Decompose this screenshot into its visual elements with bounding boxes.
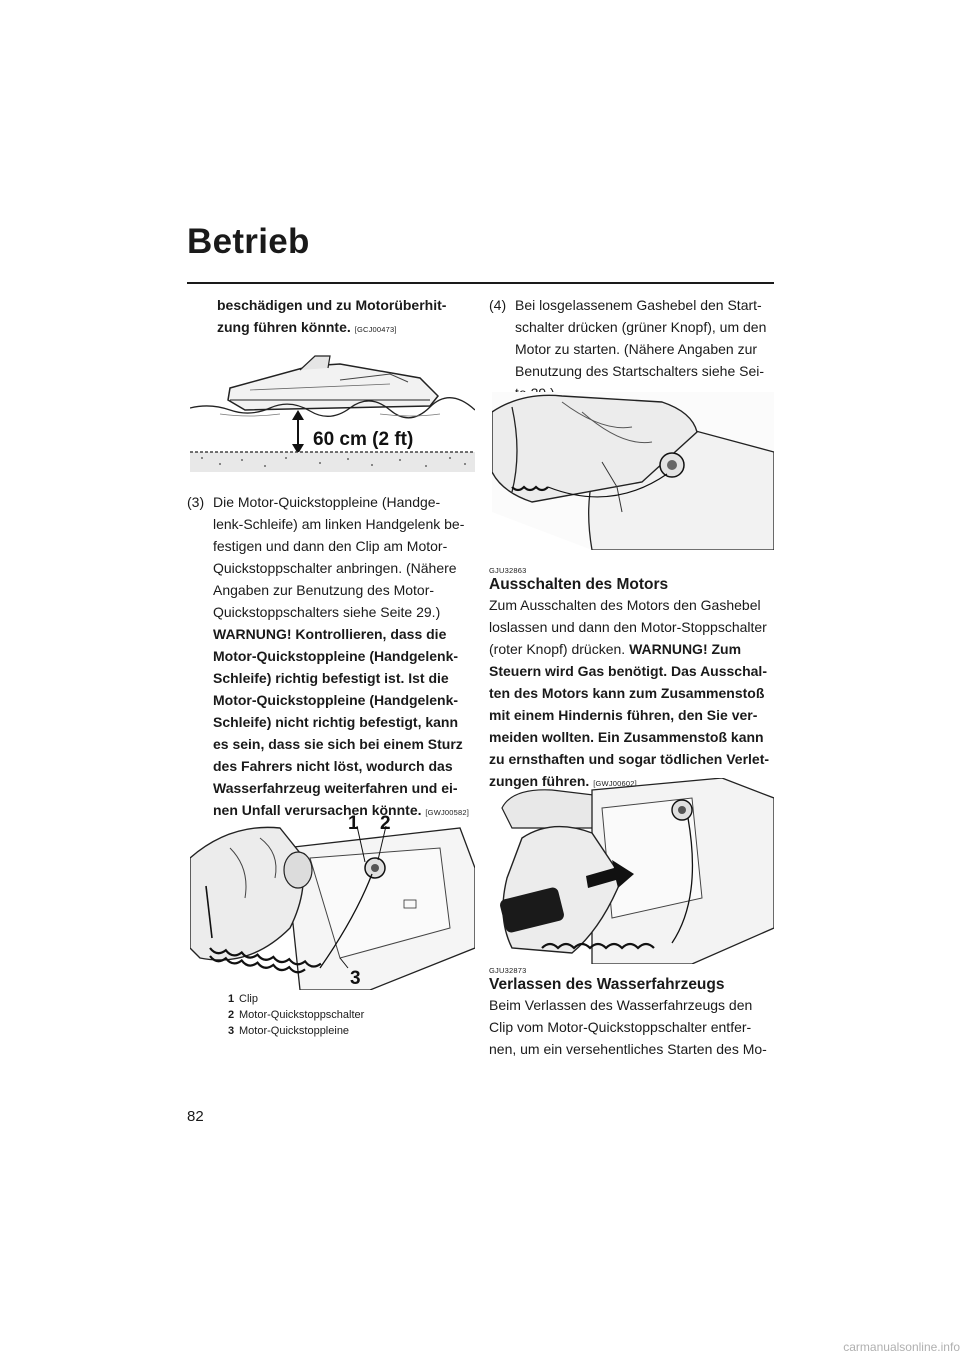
section-code: GJU32873 (489, 966, 527, 975)
callout-1: 1 (348, 813, 359, 834)
step-4 (489, 294, 779, 404)
page-header-title: Betrieb (187, 222, 310, 261)
warning-line: ten des Motors kann zum Zusammenstoß (489, 685, 765, 701)
page-number: 82 (187, 1108, 204, 1125)
legend-key: 2 (228, 1009, 235, 1021)
step-4-line: Bei losgelassenem Gashebel den Start- (515, 297, 762, 313)
figure-legend (228, 991, 364, 1039)
legend-item (228, 991, 364, 1007)
legend-text: Motor-Quickstoppschalter (239, 1009, 365, 1021)
section-code: GJU32863 (489, 566, 527, 575)
step-4-number: (4) (489, 297, 507, 313)
legend-text: Motor-Quickstoppleine (239, 1025, 350, 1037)
warning-line: Motor-Quickstoppleine (Handgelenk- (213, 692, 459, 708)
legend-key: 1 (228, 993, 235, 1005)
warning-line: Steuern wird Gas benötigt. Das Ausschal- (489, 663, 767, 679)
warning-line: des Fahrers nicht löst, wodurch das (213, 758, 453, 774)
warning-start: WARNUNG! Zum (629, 641, 742, 657)
section-line: Clip vom Motor-Quickstoppschalter entfer- (489, 1019, 752, 1035)
step-3-number: (3) (187, 494, 205, 510)
warning-line: nen Unfall verursachen könnte. (213, 802, 422, 818)
step-4-line: schalter drücken (grüner Knopf), um den (515, 319, 767, 335)
warning-code: [GWJ00582] (425, 808, 470, 817)
step-4-line: Motor zu starten. (Nähere Angaben zur (515, 341, 758, 357)
section-line: loslassen und dann den Motor-Stoppschalter (489, 619, 767, 635)
depth-label: 60 cm (2 ft) (313, 429, 414, 450)
step-3-line: Die Motor-Quickstoppleine (Handge- (213, 494, 441, 510)
warning-line: WARNUNG! Kontrollieren, dass die (213, 626, 447, 642)
step-3-line: Angaben zur Benutzung des Motor- (213, 582, 435, 598)
step-3-line: festigen und dann den Clip am Motor- (213, 538, 448, 554)
step-3 (187, 491, 477, 824)
section-leaving (489, 966, 781, 1060)
legend-item (228, 1007, 364, 1023)
figure-lanyard-clip (190, 808, 475, 990)
warning-line: Wasserfahrzeug weiterfahren und ei- (213, 780, 458, 796)
figure-stop-button (492, 778, 774, 964)
step-3-line: Quickstoppschalter anbringen. (Nähere (213, 560, 457, 576)
section-line: Beim Verlassen des Wasserfahrzeugs den (489, 997, 753, 1013)
step-3-warning (213, 623, 469, 824)
figure-start-button (492, 392, 774, 550)
intro-line-1: beschädigen und zu Motorüberhit- (217, 297, 447, 313)
callout-3: 3 (350, 968, 361, 989)
warning-line: zungen führen. (489, 773, 590, 789)
intro-warning-text (217, 294, 477, 341)
section-line: (roter Knopf) drücken. (489, 641, 626, 657)
legend-key: 3 (228, 1025, 235, 1037)
intro-line-2: zung führen könnte. (217, 319, 351, 335)
section-title: Ausschalten des Motors (489, 576, 669, 593)
warning-code: [GWJ00602] (593, 779, 637, 788)
section-line: Zum Ausschalten des Motors den Gashebel (489, 597, 761, 613)
header-rule (187, 282, 774, 284)
intro-code: [GCJ00473] (354, 325, 397, 334)
warning-line: Schleife) nicht richtig befestigt, kann (213, 714, 459, 730)
legend-text: Clip (239, 993, 258, 1005)
warning-line: zu ernsthaften und sogar tödlichen Verlet- (489, 751, 770, 767)
warning-line: meiden wollten. Ein Zusammenstoß kann (489, 729, 764, 745)
warning-line: mit einem Hindernis führen, den Sie ver- (489, 707, 758, 723)
step-3-line: Quickstoppschalters siehe Seite 29.) (213, 604, 441, 620)
section-title: Verlassen des Wasserfahrzeugs (489, 976, 725, 993)
callout-2: 2 (380, 813, 391, 834)
footer-brand[interactable]: carmanualsonline.info (843, 1340, 960, 1354)
figure-watercraft-depth (190, 348, 475, 473)
step-4-line: Benutzung des Startschalters siehe Sei- (515, 363, 765, 379)
section-engine-off (489, 566, 781, 795)
warning-line: Schleife) richtig befestigt ist. Ist die (213, 670, 449, 686)
warning-line: Motor-Quickstoppleine (Handgelenk- (213, 648, 459, 664)
warning-line: es sein, dass sie sich bei einem Sturz (213, 736, 463, 752)
section-warning (489, 660, 781, 795)
legend-item (228, 1023, 364, 1039)
step-3-line: lenk-Schleife) am linken Handgelenk be- (213, 516, 465, 532)
section-line: nen, um ein versehentliches Starten des Mo- (489, 1041, 767, 1057)
